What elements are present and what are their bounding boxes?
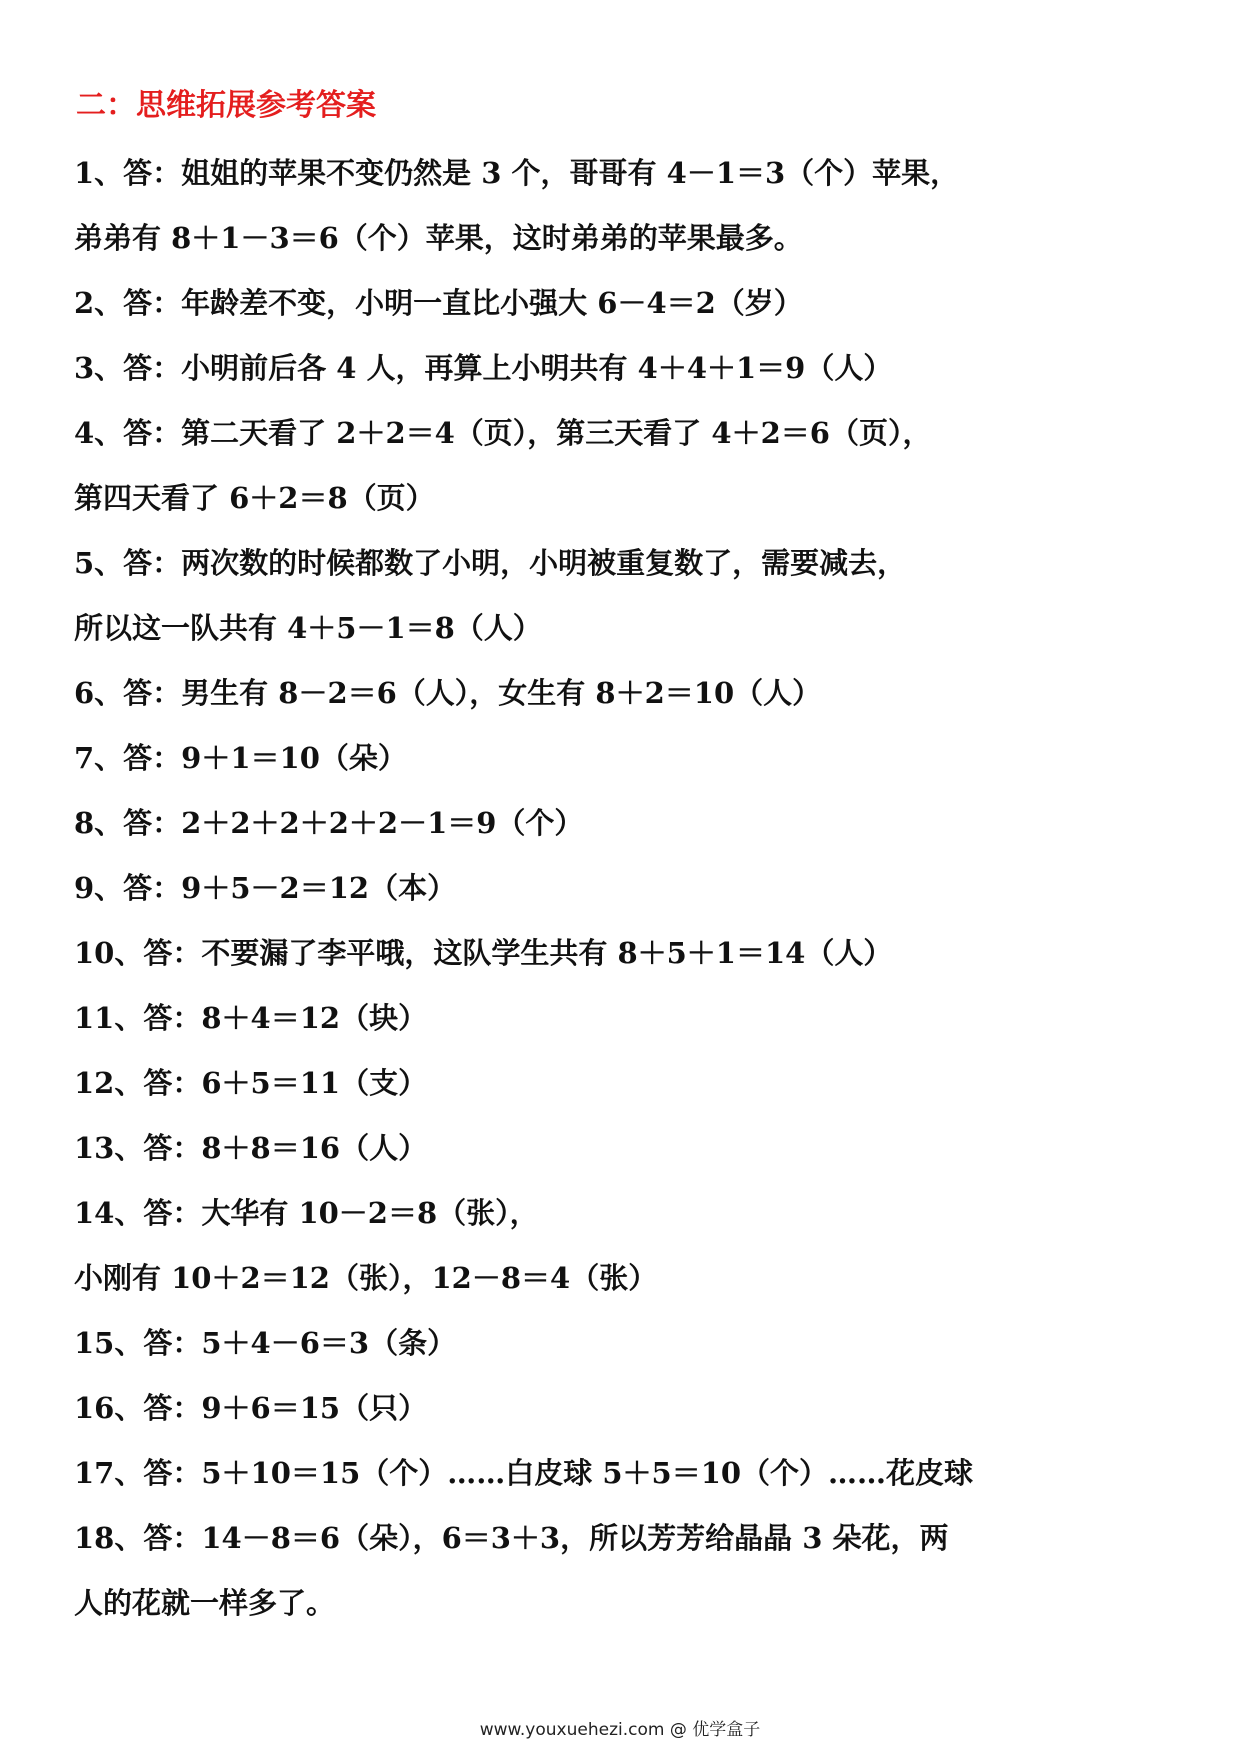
answer-line: 第四天看了 6＋2＝8（页） bbox=[74, 481, 435, 515]
answer-line: 11、答：8＋4＝12（块） bbox=[74, 1001, 428, 1035]
answer-line: 4、答：第二天看了 2＋2＝4（页），第三天看了 4＋2＝6（页）， bbox=[74, 416, 932, 450]
answer-line: 2、答：年龄差不变，小明一直比小强大 6－4＝2（岁） bbox=[74, 286, 803, 320]
answer-line: 16、答：9＋6＝15（只） bbox=[74, 1391, 428, 1425]
section-title: 二：思维拓展参考答案 bbox=[76, 88, 376, 123]
footer-watermark: www.youxuehezi.com @ 优学盒子 bbox=[479, 1720, 761, 1740]
answer-line: 小刚有 10＋2＝12（张），12－8＝4（张） bbox=[74, 1261, 658, 1295]
answer-line: 5、答：两次数的时候都数了小明，小明被重复数了，需要减去， bbox=[74, 546, 907, 580]
answer-list bbox=[74, 147, 1194, 1642]
answer-line: 6、答：男生有 8－2＝6（人），女生有 8＋2＝10（人） bbox=[74, 676, 822, 710]
answer-line: 15、答：5＋4－6＝3（条） bbox=[74, 1326, 457, 1360]
answer-line: 所以这一队共有 4＋5－1＝8（人） bbox=[74, 611, 542, 645]
answer-line: 10、答：不要漏了李平哦，这队学生共有 8＋5＋1＝14（人） bbox=[74, 936, 893, 970]
answer-line: 弟弟有 8＋1－3＝6（个）苹果，这时弟弟的苹果最多。 bbox=[74, 221, 803, 255]
answer-line: 7、答：9＋1＝10（朵） bbox=[74, 741, 407, 775]
answer-line: 1、答：姐姐的苹果不变仍然是 3 个，哥哥有 4－1＝3（个）苹果， bbox=[74, 156, 960, 190]
answer-line: 9、答：9＋5－2＝12（本） bbox=[74, 871, 457, 905]
answer-line: 12、答：6＋5＝11（支） bbox=[74, 1066, 428, 1100]
answer-line: 14、答：大华有 10－2＝8（张）， bbox=[74, 1196, 539, 1230]
answer-line: 13、答：8＋8＝16（人） bbox=[74, 1131, 428, 1165]
answer-line: 3、答：小明前后各 4 人，再算上小明共有 4＋4＋1＝9（人） bbox=[74, 351, 893, 385]
answer-line: 18、答：14－8＝6（朵），6＝3＋3，所以芳芳给晶晶 3 朵花，两 bbox=[74, 1521, 949, 1555]
answer-line: 8、答：2＋2＋2＋2＋2－1＝9（个） bbox=[74, 806, 584, 840]
answer-line: 17、答：5＋10＝15（个）……白皮球 5＋5＝10（个）……花皮球 bbox=[74, 1456, 974, 1490]
answer-line: 人的花就一样多了。 bbox=[74, 1586, 336, 1620]
